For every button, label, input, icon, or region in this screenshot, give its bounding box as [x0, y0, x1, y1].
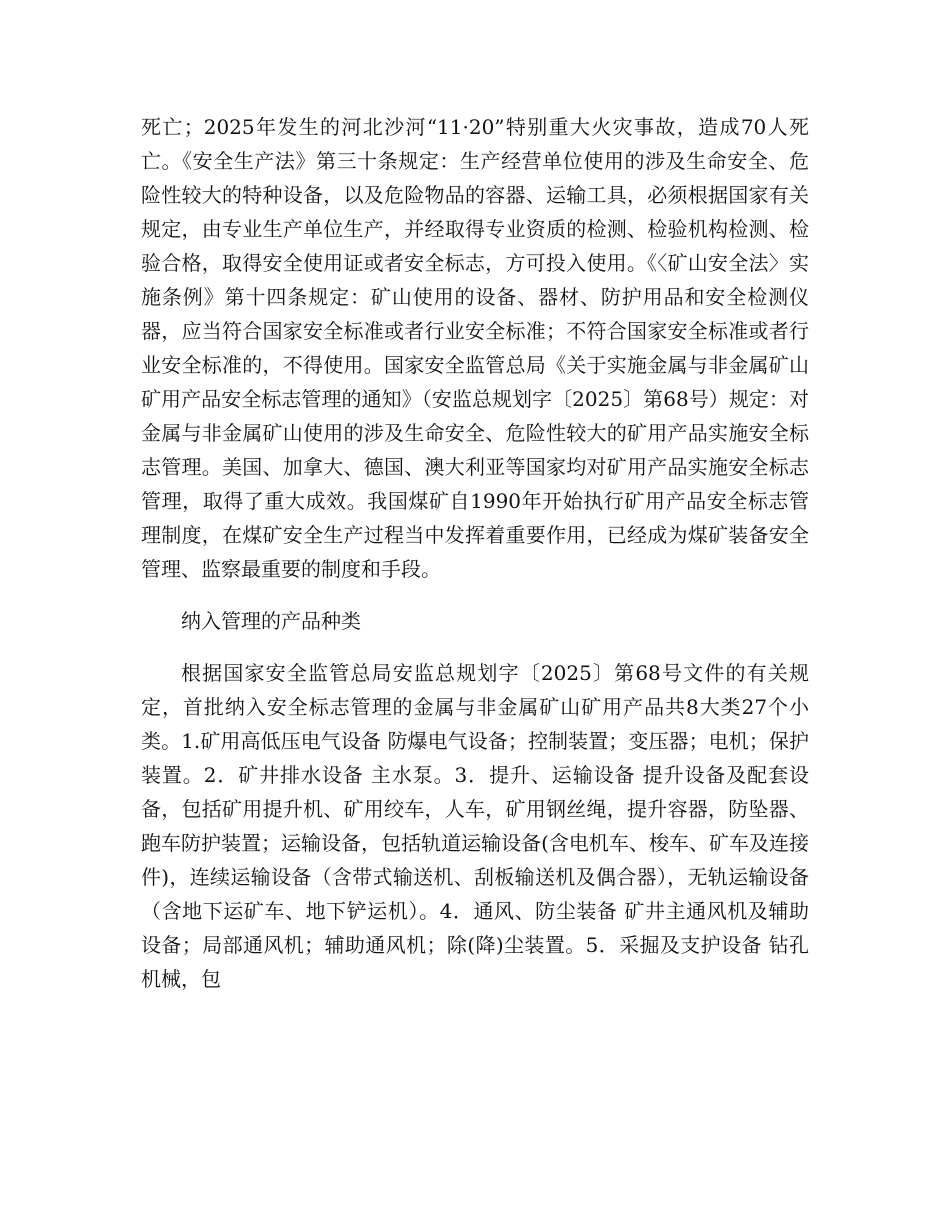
body-paragraph: 根据国家安全监管总局安监总规划字〔2025〕第68号文件的有关规定，首批纳入安全标志管理的金属与非金属矿山矿用产品共8大类27个小类。1.矿用高低压电气设备 防爆电气设备；控制装置；变压器；电机；保护装置。2．矿井排水设备 主水泵。3．提升、运输设备 提升设备及配套设备，包括矿用提升机、矿用绞车，人车，矿用钢丝绳，提升容器，防坠器、跑车防护装置；运输设备，包括轨道运输设备(含电机车、梭车、矿车及连接件)，连续运输设备（含带式输送机、刮板输送机及偶合器），无轨运输设备（含地下运矿车、地下铲运机）。4．通风、防尘装备 矿井主通风机及辅助设备；局部通风机；辅助通风机；除(降)尘装置。5．采掘及支护设备 钻孔机械，包: [141, 661, 809, 991]
section-heading: 纳入管理的产品种类: [181, 609, 361, 633]
body-paragraph: 死亡；2025年发生的河北沙河“11·20”特别重大火灾事故，造成70人死亡。《安全生产法》第三十条规定：生产经营单位使用的涉及生命安全、危险性较大的特种设备，以及危险物品的容器、运输工具，必须根据国家有关规定，由专业生产单位生产，并经取得专业资质的检测、检验机构检测、检验合格，取得安全使用证或者安全标志，方可投入使用。《〈矿山安全法〉实施条例》第十四条规定：矿山使用的设备、器材、防护用品和安全检测仪器，应当符合国家安全标准或者行业安全标准；不符合国家安全标准或者行业安全标准的，不得使用。国家安全监管总局《关于实施金属与非金属矿山矿用产品安全标志管理的通知》（安监总规划字〔2025〕第68号）规定：对金属与非金属矿山使用的涉及生命安全、危险性较大的矿用产品实施安全标志管理。美国、加拿大、德国、澳大利亚等国家均对矿用产品实施安全标志管理，取得了重大成效。我国煤矿自1990年开始执行矿用产品安全标志管理制度，在煤矿安全生产过程当中发挥着重要作用，已经成为煤矿装备安全管理、监察最重要的制度和手段。: [141, 115, 809, 581]
document-body: [141, 110, 809, 1014]
